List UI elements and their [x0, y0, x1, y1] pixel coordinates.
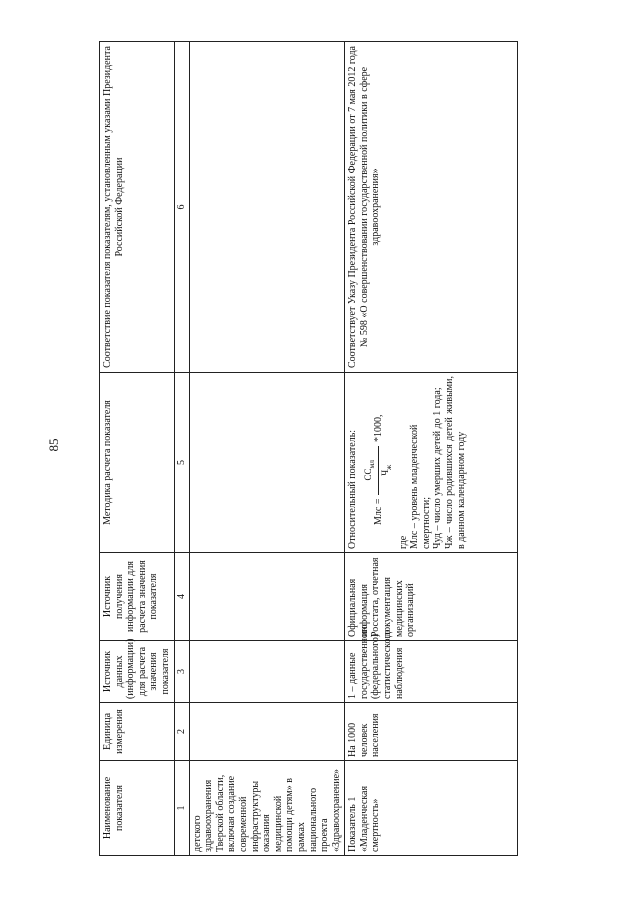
column-number: 2	[174, 703, 189, 761]
numerator-subscript: мл	[366, 460, 376, 469]
method-line: Чж – число родившихся детей живыми, в данном календарном году	[444, 376, 467, 549]
indicator-method-cell	[345, 373, 518, 553]
empty-cell	[189, 703, 345, 761]
empty-cell	[189, 553, 345, 641]
column-number: 5	[174, 373, 189, 553]
indicator-data-source-cell: 1 – данные государственного (федерального) статистического наблюдения	[345, 641, 518, 703]
column-number-row	[174, 42, 189, 856]
indicator-info-source-cell: Официальная информация Росстата, отчетная документация медицинских организаций	[345, 553, 518, 641]
header-data-source: Источник данных (информации) для расчета значения показателя	[100, 641, 175, 703]
method-line: Чуд – число умерших детей до 1 года;	[432, 387, 444, 549]
denominator-subscript: ж	[384, 464, 394, 470]
column-number: 1	[174, 761, 189, 856]
header-method: Методика расчета показателя	[100, 373, 175, 553]
numerator-text: СС	[362, 468, 373, 481]
method-formula	[363, 376, 395, 525]
method-line: Млс – уровень младенческой смертности;	[409, 424, 432, 549]
empty-cell	[189, 641, 345, 703]
formula-fraction	[363, 446, 395, 495]
group-row	[189, 42, 345, 856]
method-intro: Относительный показатель:	[347, 429, 359, 549]
indicators-table	[99, 41, 518, 856]
rotated-table-container	[99, 42, 557, 856]
column-number: 6	[174, 42, 189, 373]
header-compliance: Соответствие показателя показателям, установленным указами Президента Российской Федерации	[100, 42, 175, 373]
indicator-row	[345, 42, 518, 856]
group-name-cell: детского здравоохранения Тверской области, включая создание современной инфраструктуры оказания медицинской помощи детям» в рамках национального проекта «Здравоохранение»	[189, 761, 345, 856]
formula-numerator	[363, 446, 379, 495]
header-indicator-name: Наименование показателя	[100, 761, 175, 856]
empty-cell	[189, 42, 345, 373]
page-number: 85	[46, 438, 61, 452]
formula-lhs: Млс =	[372, 498, 384, 525]
table-header-row	[100, 42, 175, 856]
indicator-name-cell: Показатель 1 «Младенческая смертность»	[345, 761, 518, 856]
formula-rhs: *1000,	[372, 414, 384, 443]
header-info-source: Источник получения информации для расчета значения показателя	[100, 553, 175, 641]
column-number: 3	[174, 641, 189, 703]
indicator-unit-cell: На 1000 человек населения	[345, 703, 518, 761]
indicator-compliance-cell: Соответствует Указу Президента Российской Федерации от 7 мая 2012 года № 598 «О совершенствовании государственной политики в сфере здравоохранения»	[345, 42, 518, 373]
header-unit: Единица измерения	[100, 703, 175, 761]
empty-cell	[189, 373, 345, 553]
column-number: 4	[174, 553, 189, 641]
denominator-text: Ч	[380, 469, 391, 476]
formula-denominator	[379, 465, 394, 476]
method-where: где	[397, 535, 409, 549]
